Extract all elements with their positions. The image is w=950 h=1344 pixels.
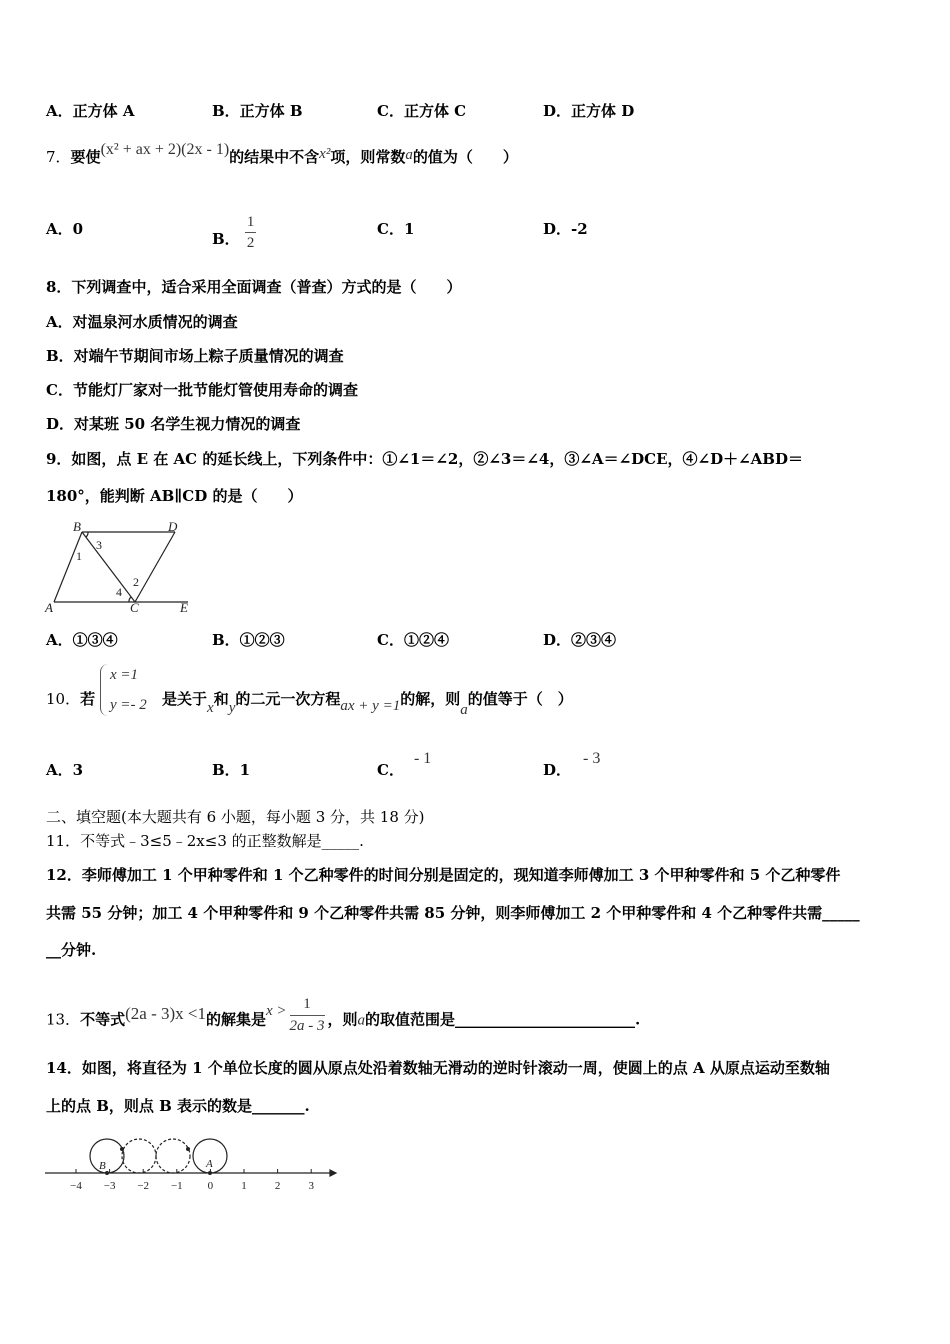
q13-solution-fraction <box>290 997 325 1034</box>
q10-label <box>46 692 95 707</box>
tick-label: −4 <box>70 1180 82 1192</box>
circle-rolling-1 <box>122 1139 156 1173</box>
q8-option-d[interactable]: D．对某班 50 名学生视力情况的调查 <box>46 415 301 433</box>
circle-rolling-2 <box>156 1139 190 1173</box>
q7-option-b-label: B． <box>212 230 240 248</box>
fig-angle-1: 1 <box>76 549 82 563</box>
q9-stem-line-2: 180°，能判断 AB∥CD 的是（ ） <box>46 487 303 505</box>
q7-option-a[interactable]: A．0 <box>46 220 84 238</box>
q7-number: 7． <box>46 148 71 166</box>
q10-option-c[interactable] <box>377 750 432 779</box>
tick-labels <box>70 1180 314 1192</box>
tick-label: −1 <box>170 1180 183 1192</box>
q9-option-b[interactable]: B．①②③ <box>212 631 285 649</box>
q13-number: 13． <box>46 1010 81 1029</box>
line-ab <box>54 532 82 602</box>
rolling-point-2 <box>186 1147 190 1151</box>
q7-expression: (x² + ax + 2)(2x - 1) <box>100 141 230 158</box>
fraction-denominator: 2 <box>246 235 255 251</box>
angle-arc-3 <box>86 532 88 537</box>
q14-line-1: 14．如图，将直径为 1 个单位长度的圆从原点处沿着数轴无滑动的逆时针滚动一周，使圆上的点 A 从原点运动至数轴 <box>46 1059 830 1077</box>
fraction-numerator: 1 <box>290 997 325 1016</box>
q7-text-4: 的值为（ ） <box>412 148 518 166</box>
q6-option-d[interactable]: D．正方体 D <box>543 102 635 120</box>
q10-system-eq-1: x =1 <box>110 667 139 683</box>
tick-label: −3 <box>103 1180 116 1192</box>
q10-text-5: 的解，则 <box>400 690 461 708</box>
tick-label: 3 <box>308 1180 314 1192</box>
q7-option-c[interactable]: C．1 <box>377 220 415 238</box>
q8-option-a[interactable]: A．对温泉河水质情况的调查 <box>46 313 238 331</box>
q10-text-2: 是关于 <box>162 690 208 708</box>
tick-label: 1 <box>241 1180 247 1192</box>
fraction-denominator: 2a - 3 <box>289 1018 325 1034</box>
q10-text-1: 若 <box>80 690 96 708</box>
q10-option-b[interactable]: B．1 <box>212 761 251 779</box>
q10-text-3: 和 <box>213 690 229 708</box>
fig-angle-4: 4 <box>116 585 122 599</box>
q13-text-1: 不等式 <box>80 1010 126 1029</box>
q10-number: 10． <box>46 690 81 708</box>
axis-arrow-icon <box>330 1170 336 1176</box>
q9-figure <box>40 518 200 618</box>
q10-x: x <box>207 700 214 716</box>
q14-number-line-figure <box>40 1132 340 1194</box>
q7-stem <box>46 141 518 166</box>
fig-label-c: C <box>130 600 139 615</box>
fig-label-a: A <box>45 600 53 615</box>
q10-option-c-label: C． <box>377 761 404 779</box>
q13-solution-lhs: x > <box>266 1002 287 1019</box>
q10-system-eq-2: y =- 2 <box>110 697 147 713</box>
q10-stem <box>162 690 573 718</box>
q9-option-c[interactable]: C．①②④ <box>377 631 449 649</box>
q13-inequality: (2a - 3)x <1 <box>125 1003 206 1023</box>
tick-label: 0 <box>207 1180 214 1192</box>
tick-label: −2 <box>137 1180 150 1192</box>
line-dc <box>135 532 175 602</box>
fig-label-b: B <box>99 1160 106 1172</box>
q9-option-d[interactable]: D．②③④ <box>543 631 617 649</box>
rolling-point-1 <box>120 1147 124 1151</box>
q7-x-squared: x² <box>319 146 331 162</box>
q7-a: a <box>405 147 413 163</box>
q13-a: a <box>357 1012 366 1029</box>
fraction-numerator: 1 <box>245 215 257 233</box>
line-bc <box>82 532 135 602</box>
q13-text-3: ，则 <box>327 1010 358 1029</box>
q10-y: y <box>228 700 236 716</box>
q13-text-2: 的解集是 <box>205 1010 266 1029</box>
q12-line-1: 12．李师傅加工 1 个甲种零件和 1 个乙种零件的时间分别是固定的，现知道李师傅加工 3 个甲种零件和 5 个乙种零件 <box>46 866 841 884</box>
fig-label-e: E <box>180 600 188 615</box>
q10-equation: ax + y =1 <box>340 698 401 714</box>
q10-option-d-label: D． <box>543 761 572 779</box>
section-2-heading: 二、填空题(本大题共有 6 小题，每小题 3 分，共 18 分) <box>46 808 425 826</box>
q9-stem-line-1: 9．如图，点 E 在 AC 的延长线上，下列条件中：①∠1＝∠2，②∠3＝∠4，③∠A＝∠DCE，④∠D＋∠ABD＝ <box>46 450 803 468</box>
q7-text-1: 要使 <box>70 148 101 166</box>
q10-text-4: 的二元一次方程 <box>235 690 341 708</box>
q14-line-2: 上的点 B，则点 B 表示的数是_______. <box>46 1097 310 1115</box>
q6-option-b[interactable]: B．正方体 B <box>212 102 303 120</box>
q7-option-b-fraction <box>245 215 257 251</box>
q6-option-a[interactable]: A．正方体 A <box>46 102 135 120</box>
fig-angle-3: 3 <box>96 538 102 552</box>
q7-option-d[interactable]: D．-2 <box>543 220 588 238</box>
q8-option-c[interactable]: C．节能灯厂家对一批节能灯管使用寿命的调查 <box>46 381 358 399</box>
fig-label-a: A <box>206 1158 213 1170</box>
fig-label-b: B <box>73 519 81 534</box>
q13-stem <box>46 996 641 1039</box>
tick-label: 2 <box>274 1180 281 1192</box>
q10-option-c-value: - 1 <box>413 750 432 767</box>
q9-option-a[interactable]: A．①③④ <box>46 631 118 649</box>
fig-label-d: D <box>168 519 178 534</box>
q10-option-d[interactable] <box>543 750 601 779</box>
q12-line-3: __分钟. <box>46 941 97 959</box>
q10-text-6: 的值等于（ ） <box>467 690 573 708</box>
q10-option-a[interactable]: A．3 <box>46 761 84 779</box>
q7-text-3: 项，则常数 <box>330 148 406 166</box>
q11-stem: 11．不等式﹣3≤5﹣2x≤3 的正整数解是_____. <box>46 832 364 850</box>
q8-stem: 8．下列调查中，适合采用全面调查（普查）方式的是（ ） <box>46 278 462 296</box>
q10-option-d-value: - 3 <box>583 750 601 767</box>
q10-a: a <box>460 702 468 718</box>
q8-option-b[interactable]: B．对端午节期间市场上粽子质量情况的调查 <box>46 347 344 365</box>
fig-angle-2: 2 <box>133 575 139 589</box>
circle-at-b <box>90 1139 124 1173</box>
q6-option-c[interactable]: C．正方体 C <box>377 102 467 120</box>
q12-line-2: 共需 55 分钟；加工 4 个甲种零件和 9 个乙种零件共需 85 分钟，则李师傅加工 2 个甲种零件和 4 个乙种零件共需_____ <box>46 904 860 922</box>
q13-text-4: 的取值范围是________________________. <box>365 1010 641 1029</box>
q7-text-2: 的结果中不含 <box>229 148 320 166</box>
q7-option-b[interactable] <box>212 214 256 258</box>
